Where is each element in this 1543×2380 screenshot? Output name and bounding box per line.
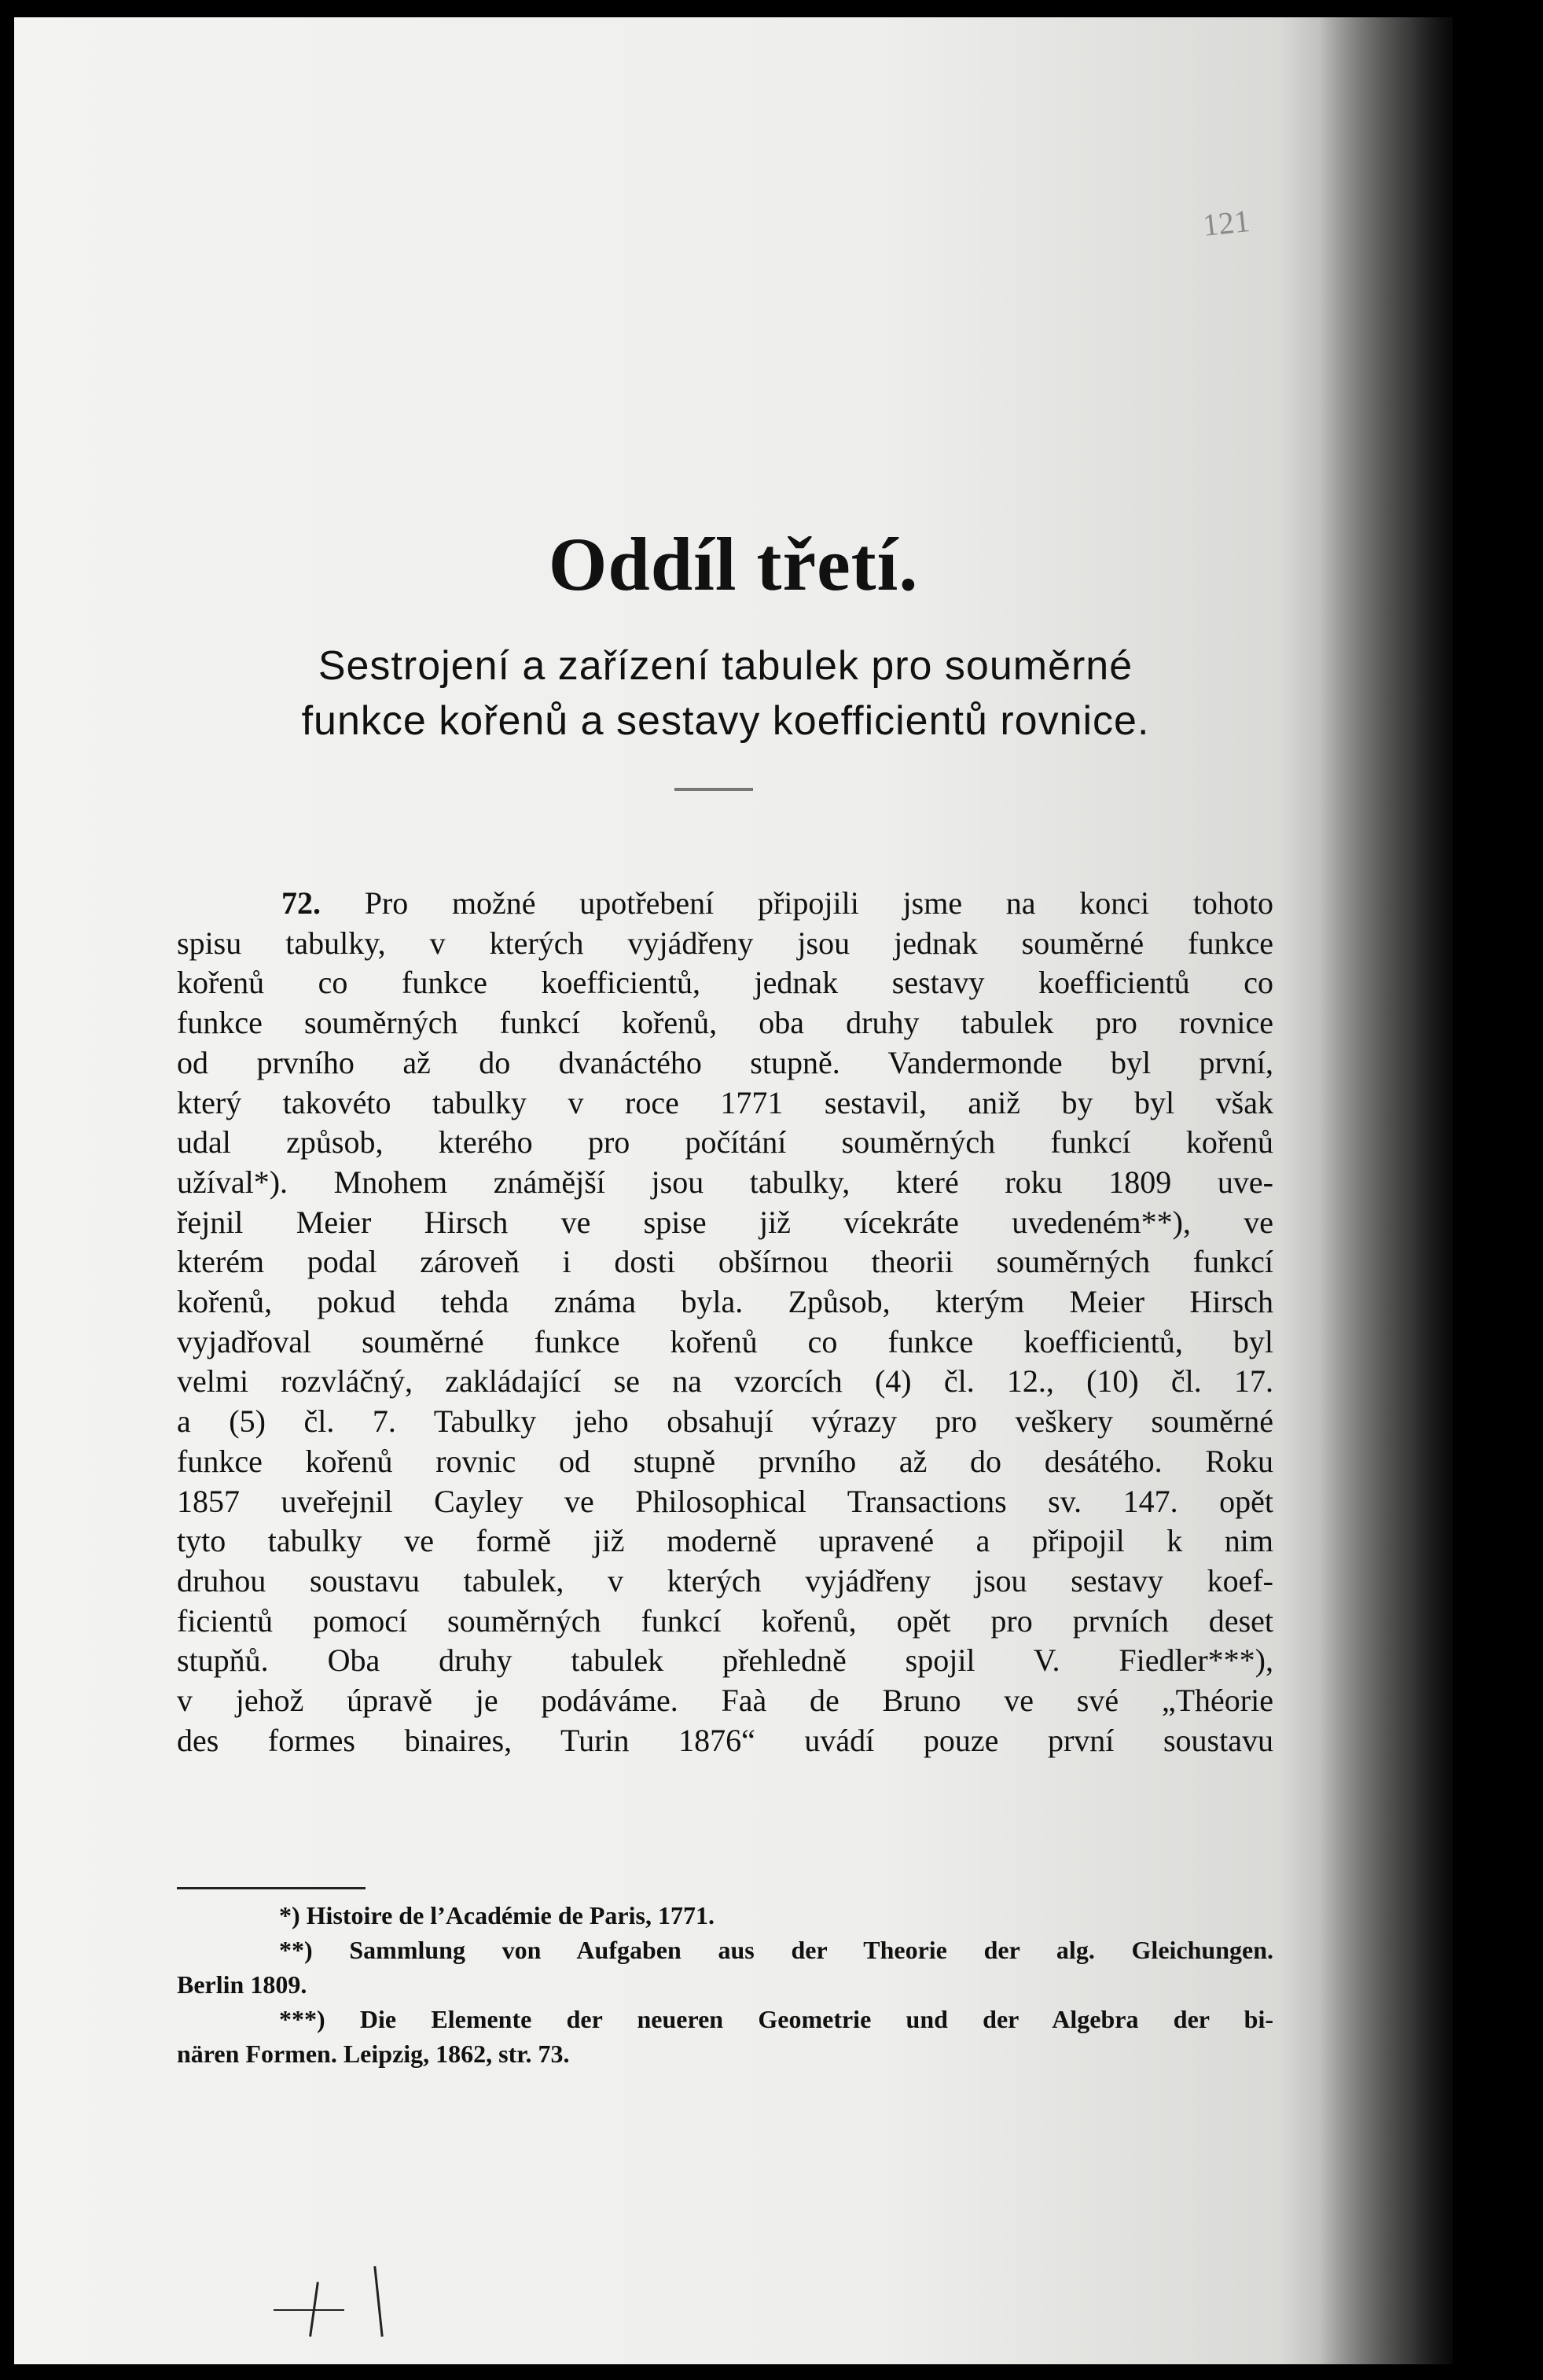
paragraph-line: a (5) čl. 7. Tabulky jeho obsahují výrazy pro veškery souměrné [177,1403,1273,1440]
subtitle-line: funkce kořenů a sestavy koefficientů rovnice. [301,698,1150,744]
footnote-2: **) Sammlung von Aufgaben aus der Theorie der alg. Gleichungen. [279,1936,1273,1964]
scanned-page [14,17,1453,2364]
paragraph-line: řejnil Meier Hirsch ve spise již vícekráte uvedeném**), ve [177,1204,1273,1240]
ornament-divider [674,788,753,791]
paragraph-line: kořenů co funkce koefficientů, jednak sestavy koefficientů co [177,965,1273,1001]
footnote-3-continued: nären Formen. Leipzig, 1862, str. 73. [177,2040,570,2068]
section-subtitle [175,638,1276,749]
page-number: 121 [1200,202,1252,244]
paragraph-line: velmi rozvláčný, zakládající se na vzorcích (4) čl. 12., (10) čl. 17. [177,1363,1273,1400]
footnote-2-continued: Berlin 1809. [177,1970,307,1999]
paragraph-number: 72. [281,885,321,921]
footnote-3: ***) Die Elemente der neueren Geometrie und der Algebra der bi- [279,2005,1273,2033]
paragraph-line: kořenů, pokud tehda známa byla. Způsob, kterým Meier Hirsch [177,1284,1273,1320]
section-title: Oddíl třetí. [548,522,919,606]
paragraph-line: v jehož úpravě je podáváme. Faà de Bruno ve své „Théorie [177,1683,1273,1719]
paragraph-line: vyjadřoval souměrné funkce kořenů co funkce koefficientů, byl [177,1323,1273,1359]
paragraph-line: 72. Pro možné upotřebení připojili jsme na konci tohoto [281,885,1273,921]
paragraph-line: 1857 uveřejnil Cayley ve Philosophical Transactions sv. 147. opět [177,1483,1273,1519]
footnotes [177,1898,1273,2071]
paragraph-line: spisu tabulky, v kterých vyjádřeny jsou jednak souměrné funkce [177,925,1273,961]
subtitle-line: Sestrojení a zařízení tabulek pro souměrné [318,643,1133,689]
paragraph-line: funkce souměrných funkcí kořenů, oba druhy tabulek pro rovnice [177,1005,1273,1041]
paragraph-line: kterém podal zároveň i dosti obšírnou theorii souměrných funkcí [177,1244,1273,1280]
main-paragraph [177,884,1273,1760]
paragraph-line: stupňů. Oba druhy tabulek přehledně spojil V. Fiedler***), [177,1642,1273,1679]
paragraph-line: funkce kořenů rovnic od stupně prvního až do desátého. Roku [177,1443,1273,1479]
footnote-rule [177,1887,366,1889]
paragraph-line: tyto tabulky ve formě již moderně upravené a připojil k nim [177,1523,1273,1559]
paragraph-line: který takovéto tabulky v roce 1771 sestavil, aniž by byl však [177,1084,1273,1120]
scan-mark [274,2309,344,2311]
scan-mark [373,2266,383,2337]
paragraph-line: od prvního až do dvanáctého stupně. Vandermonde byl první, [177,1044,1273,1080]
footnote-1: *) Histoire de l’Académie de Paris, 1771. [279,1901,715,1929]
page-edge-shadow [1319,17,1453,2364]
paragraph-line: udal způsob, kterého pro počítání souměrných funkcí kořenů [177,1124,1273,1161]
paragraph-line: des formes binaires, Turin 1876“ uvádí pouze první soustavu [177,1722,1273,1758]
paragraph-line: druhou soustavu tabulek, v kterých vyjádřeny jsou sestavy koef- [177,1562,1273,1598]
paragraph-line: ficientů pomocí souměrných funkcí kořenů, opět pro prvních deset [177,1602,1273,1639]
paragraph-line: užíval*). Mnohem známější jsou tabulky, které roku 1809 uve- [177,1164,1273,1200]
